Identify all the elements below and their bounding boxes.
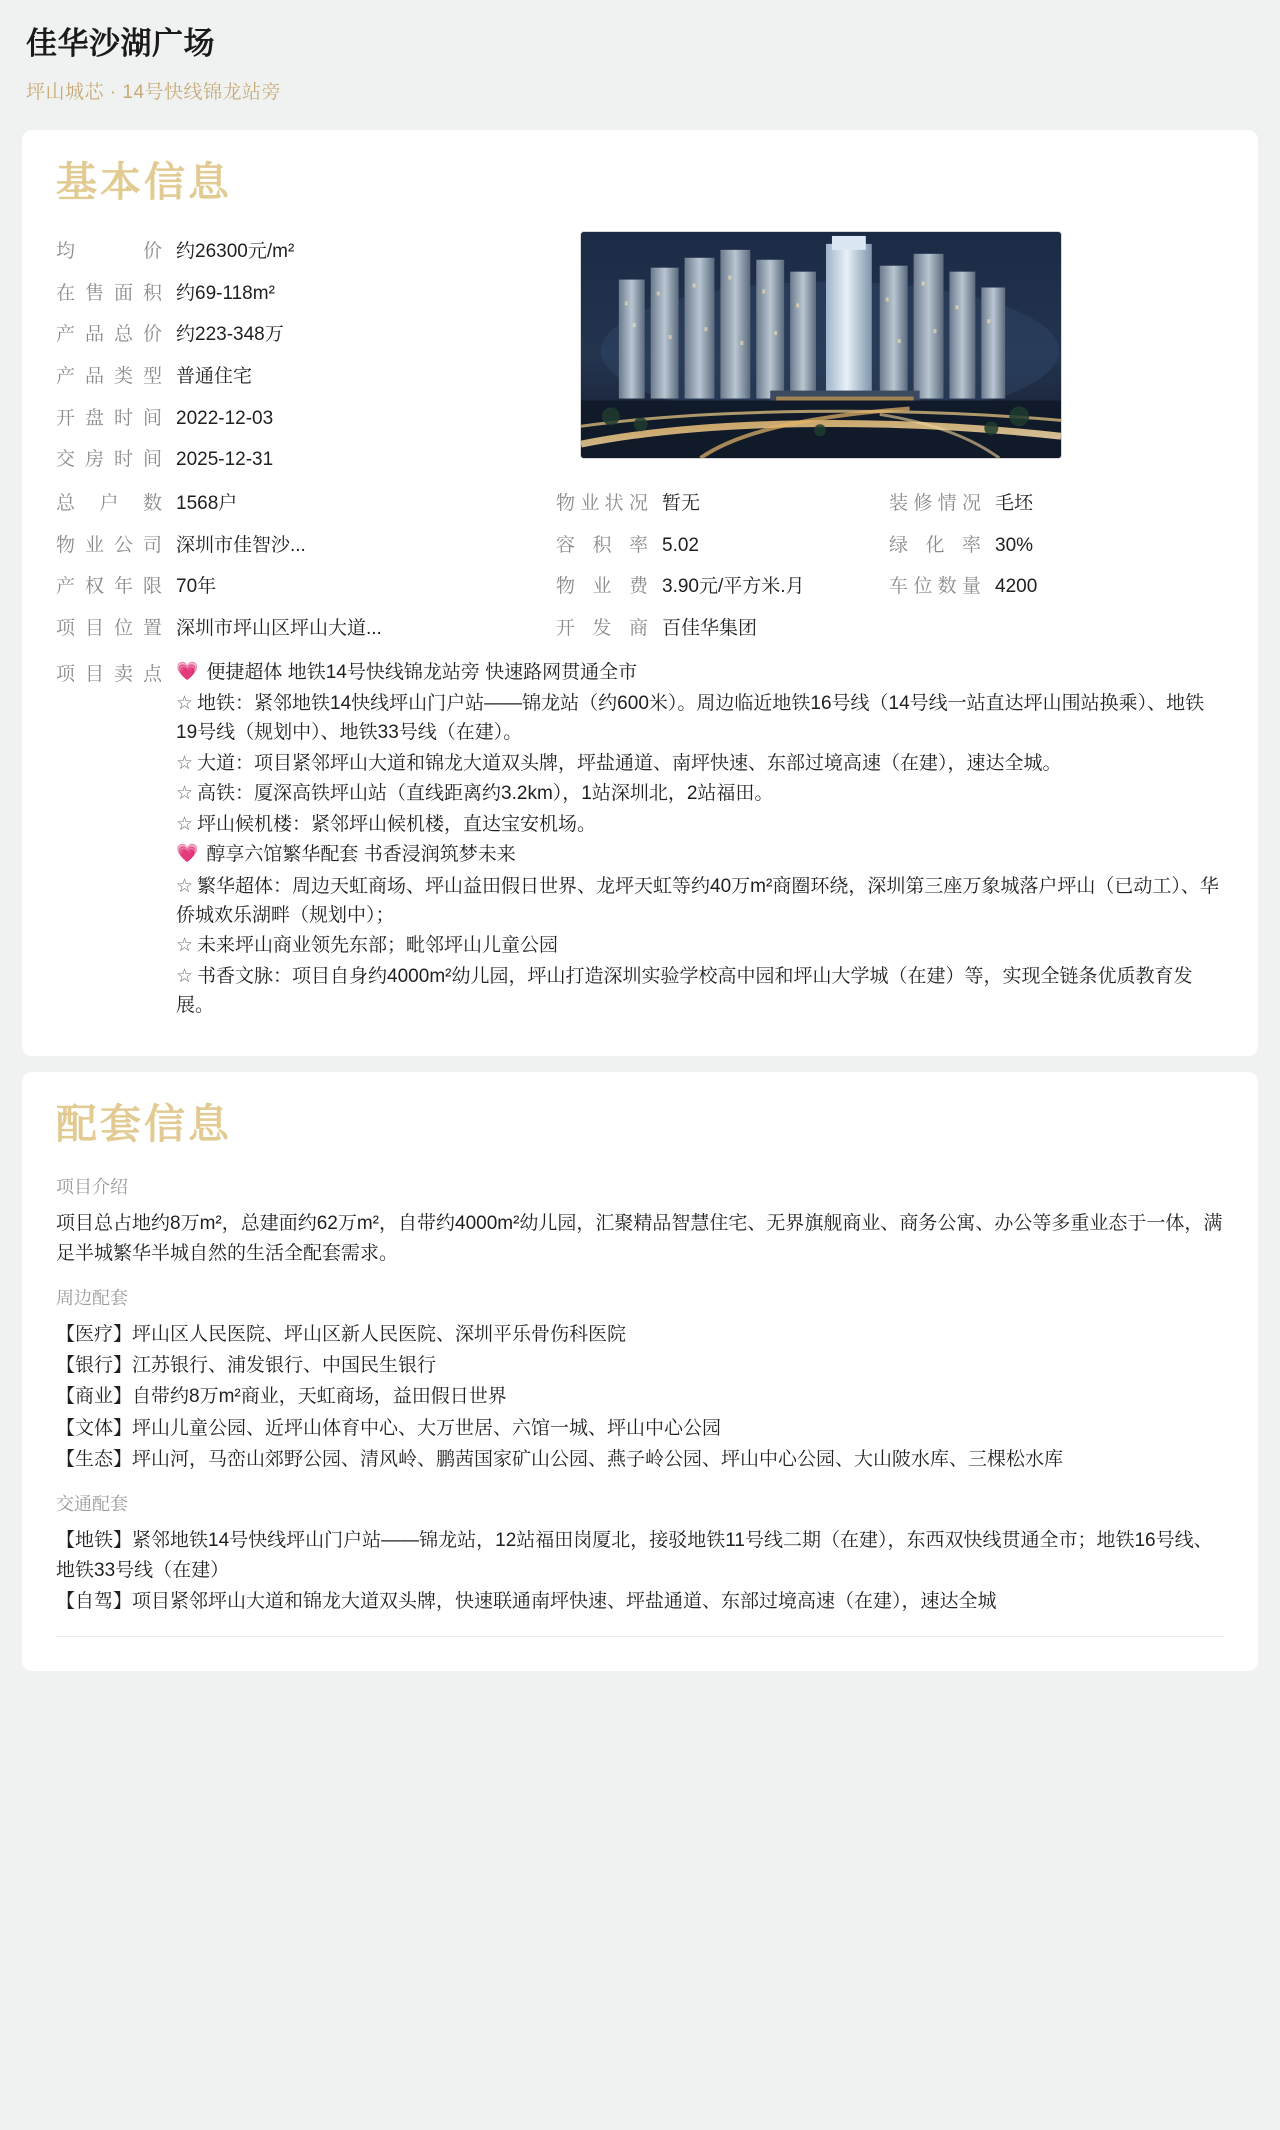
selling-points-label: 项目卖点 xyxy=(56,663,162,685)
spec-cell xyxy=(556,491,889,517)
spec-label: 产品总价 xyxy=(56,324,162,346)
spec-label: 车位数量 xyxy=(889,576,981,598)
spec-cell xyxy=(556,616,889,642)
spec-value: 3.90元/平方米.月 xyxy=(662,576,805,598)
spec-label: 在售面积 xyxy=(56,282,162,304)
spec-value: 1568户 xyxy=(176,492,238,514)
selling-point-line xyxy=(176,810,1224,839)
spec-value: 2022-12-03 xyxy=(176,407,274,429)
spec-grid-row xyxy=(56,574,1224,600)
selling-point-text: 高铁：厦深高铁坪山站（直线距离约3.2km），1站深圳北，2站福田。 xyxy=(197,783,774,805)
spec-label: 产权年限 xyxy=(56,576,162,598)
selling-point-text: 书香文脉：项目自身约4000m²幼儿园，坪山打造深圳实验学校高中园和坪山大学城（在建）等，实现全链条优质教育发展。 xyxy=(176,965,1193,1017)
transport-label: 交通配套 xyxy=(56,1493,128,1514)
basic-spec-list xyxy=(56,231,556,489)
nearby-label: 周边配套 xyxy=(56,1287,128,1308)
selling-points-body xyxy=(176,658,1224,1022)
star-icon: ☆ xyxy=(176,813,194,835)
spec-row xyxy=(56,281,556,307)
transport-line: 【自驾】项目紧邻坪山大道和锦龙大道双头牌，快速联通南坪快速、坪盐通道、东部过境高速（在建），速达全城 xyxy=(56,1591,997,1613)
spec-label: 绿 化 率 xyxy=(889,534,981,556)
spec-cell xyxy=(56,616,556,642)
transport-body xyxy=(56,1526,1224,1618)
intro-line: 项目总占地约8万m²，总建面约62万m²，自带约4000m²幼儿园，汇聚精品智慧住宅、无界旗舰商业、商务公寓、办公等多重业态于一体，满足半城繁华半城自然的生活全配套需求。 xyxy=(56,1212,1223,1265)
spec-value: 深圳市佳智沙... xyxy=(176,534,306,556)
spec-value: 约223-348万 xyxy=(176,324,284,346)
spec-cell xyxy=(556,533,889,559)
spec-value: 5.02 xyxy=(662,534,699,556)
heart-icon: 💗 xyxy=(176,660,199,681)
page-subtitle: 坪山城芯 · 14号快线锦龙站旁 xyxy=(26,82,282,103)
spec-value: 普通住宅 xyxy=(176,366,253,388)
project-hero-image xyxy=(580,231,1224,459)
page-title: 佳华沙湖广场 xyxy=(26,26,215,61)
building-render-svg xyxy=(581,232,1061,458)
selling-point-group-heading xyxy=(176,658,1224,687)
selling-point-text: 坪山候机楼：紧邻坪山候机楼，直达宝安机场。 xyxy=(197,813,597,835)
spec-label: 装修情况 xyxy=(889,492,981,514)
selling-points-row xyxy=(56,658,1224,1022)
spec-value: 2025-12-31 xyxy=(176,449,274,471)
basic-info-card xyxy=(22,130,1258,1056)
spec-value: 约69-118m² xyxy=(176,282,275,304)
spec-label: 项目位置 xyxy=(56,617,162,639)
star-icon: ☆ xyxy=(176,935,194,957)
transport-line: 【地铁】紧邻地铁14号快线坪山门户站——锦龙站，12站福田岗厦北，接驳地铁11号线二期（在建），东西双快线贯通全市；地铁16号线、地铁33号线（在建） xyxy=(56,1529,1213,1581)
spec-row xyxy=(56,406,556,432)
spec-label: 均 价 xyxy=(56,241,162,263)
page-header xyxy=(0,0,1280,114)
basic-spec-grid xyxy=(56,491,1224,642)
selling-point-line xyxy=(176,779,1224,808)
nearby-body xyxy=(56,1320,1224,1476)
nearby-line: 【医疗】坪山区人民医院、坪山区新人民医院、深圳平乐骨伤科医院 xyxy=(56,1323,627,1345)
selling-point-heading-text: 便捷超体 地铁14号快线锦龙站旁 快速路网贯通全市 xyxy=(206,661,638,683)
spec-cell xyxy=(889,533,1224,559)
spec-label: 产品类型 xyxy=(56,366,162,388)
selling-point-line xyxy=(176,689,1224,748)
spec-value: 30% xyxy=(995,534,1034,556)
star-icon: ☆ xyxy=(176,875,194,897)
intro-body xyxy=(56,1209,1224,1270)
intro-label: 项目介绍 xyxy=(56,1176,128,1197)
nearby-line: 【商业】自带约8万m²商业，天虹商场，益田假日世界 xyxy=(56,1386,507,1408)
spec-row xyxy=(56,239,556,265)
star-icon: ☆ xyxy=(176,783,194,805)
selling-point-text: 繁华超体：周边天虹商场、坪山益田假日世界、龙坪天虹等约40万m²商圈环绕，深圳第三座万象城落户坪山（已动工）、华侨城欢乐湖畔（规划中）； xyxy=(176,875,1219,926)
spec-label: 交房时间 xyxy=(56,449,162,471)
spec-value: 4200 xyxy=(995,576,1038,598)
spec-row xyxy=(56,322,556,348)
star-icon: ☆ xyxy=(176,752,194,774)
spec-label: 物业状况 xyxy=(556,492,648,514)
spec-value: 暂无 xyxy=(662,492,701,514)
basic-info-title: 基本信息 xyxy=(56,159,232,205)
spec-value: 百佳华集团 xyxy=(662,617,758,639)
building-render-image xyxy=(580,231,1062,459)
selling-point-text: 大道：项目紧邻坪山大道和锦龙大道双头牌，坪盐通道、南坪快速、东部过境高速（在建），速达全城。 xyxy=(197,752,1062,774)
spec-label: 开盘时间 xyxy=(56,407,162,429)
heart-icon: 💗 xyxy=(176,843,199,864)
star-icon: ☆ xyxy=(176,692,194,714)
selling-point-text: 地铁：紧邻地铁14快线坪山门户站——锦龙站（约600米）。周边临近地铁16号线（14号线一站直达坪山围站换乘）、地铁19号线（规划中）、地铁33号线（在建）。 xyxy=(176,692,1205,744)
spec-value: 深圳市坪山区坪山大道... xyxy=(176,617,382,639)
spec-row xyxy=(56,364,556,390)
spec-cell xyxy=(56,574,556,600)
nearby-line: 【银行】江苏银行、浦发银行、中国民生银行 xyxy=(56,1355,437,1377)
spec-cell xyxy=(889,574,1224,600)
spec-label: 容 积 率 xyxy=(556,534,648,556)
spec-cell xyxy=(56,533,556,559)
selling-point-line xyxy=(176,749,1224,778)
spec-cell xyxy=(889,491,1224,517)
spec-label: 物业公司 xyxy=(56,534,162,556)
spec-label: 物 业 费 xyxy=(556,576,648,598)
selling-point-line xyxy=(176,872,1224,931)
matching-info-title: 配套信息 xyxy=(56,1100,232,1147)
selling-point-line xyxy=(176,931,1224,960)
spec-value: 毛坯 xyxy=(995,492,1034,514)
spec-grid-row xyxy=(56,533,1224,559)
star-icon: ☆ xyxy=(176,965,194,987)
selling-point-text: 未来坪山商业领先东部；毗邻坪山儿童公园 xyxy=(197,935,559,957)
basic-info-top xyxy=(56,231,1224,489)
selling-point-heading-text: 醇享六馆繁华配套 书香浸润筑梦未来 xyxy=(206,844,516,866)
spec-row xyxy=(56,447,556,473)
nearby-line: 【生态】坪山河，马峦山郊野公园、清风岭、鹏茜国家矿山公园、燕子岭公园、坪山中心公园、大山陂水库、三棵松水库 xyxy=(56,1449,1064,1471)
section-divider xyxy=(56,1636,1224,1637)
matching-info-card xyxy=(22,1072,1258,1671)
spec-cell xyxy=(56,491,556,517)
selling-point-group-heading xyxy=(176,840,1224,869)
spec-label: 总 户 数 xyxy=(56,492,162,514)
spec-label: 开 发 商 xyxy=(556,617,648,639)
spec-grid-row xyxy=(56,491,1224,517)
spec-value: 约26300元/m² xyxy=(176,241,295,263)
spec-grid-row xyxy=(56,616,1224,642)
spec-value: 70年 xyxy=(176,576,217,598)
selling-point-line xyxy=(176,962,1224,1021)
nearby-line: 【文体】坪山儿童公园、近坪山体育中心、大万世居、六馆一城、坪山中心公园 xyxy=(56,1417,722,1439)
spec-cell xyxy=(556,574,889,600)
